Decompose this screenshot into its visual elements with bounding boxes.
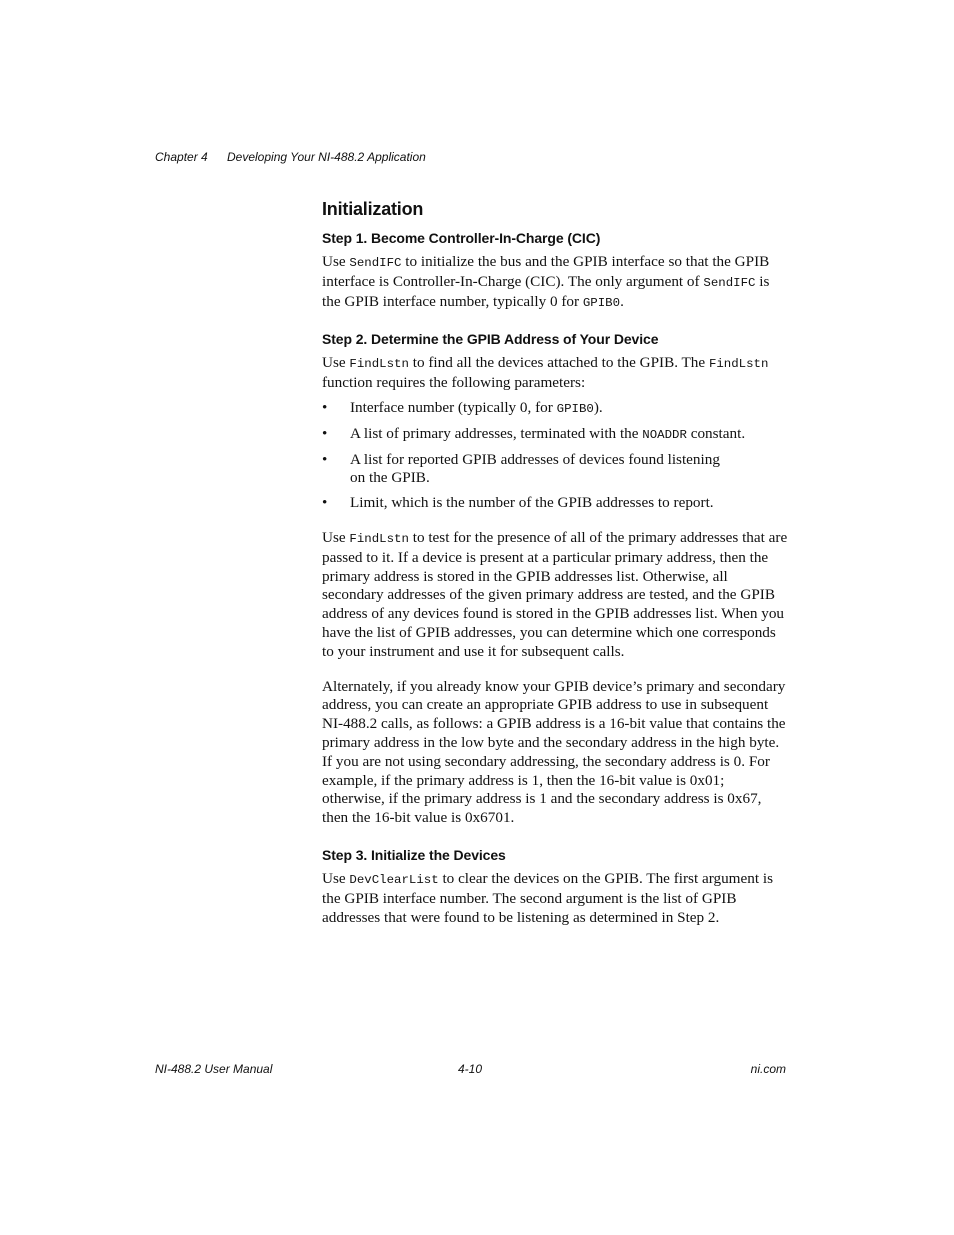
findlstn-text-1: Use xyxy=(322,528,350,546)
code-findlstn: FindLstn xyxy=(349,531,409,546)
list-item-text: on the GPIB. xyxy=(350,469,430,487)
code-sendifc: SendIFC xyxy=(703,275,756,290)
list-item-text: constant. xyxy=(686,424,746,442)
bullet-icon: • xyxy=(322,424,328,442)
step1-text-1: Use xyxy=(322,253,350,270)
findlstn-paragraph xyxy=(322,529,788,662)
code-devclearlist: DevClearList xyxy=(349,872,439,887)
list-item-text: Interface number (typically 0, for xyxy=(350,398,557,416)
code-findlstn: FindLstn xyxy=(349,357,409,372)
step2-intro-text-3: function requires the following parameters: xyxy=(322,374,586,392)
list-item xyxy=(322,425,788,445)
footer-manual-title: NI-488.2 User Manual xyxy=(155,1062,273,1076)
step1-text-2: to initialize the bus and the GPIB interface so that the GPIB interface is Controller-In-Charge (CIC). The only argument of xyxy=(322,253,770,290)
step2-heading: Step 2. Determine the GPIB Address of Your Device xyxy=(322,331,659,348)
footer-website: ni.com xyxy=(750,1062,786,1076)
step2-intro-text-2: to find all the devices attached to the GPIB. The xyxy=(408,354,709,372)
step1-text-4: . xyxy=(620,292,624,310)
step1-heading: Step 1. Become Controller-In-Charge (CIC) xyxy=(322,230,601,246)
step3-text-1: Use xyxy=(322,869,350,887)
step3-paragraph xyxy=(322,870,788,927)
list-item-text: Limit, which is the number of the GPIB addresses to report. xyxy=(350,494,714,512)
list-item xyxy=(322,399,788,419)
chapter-title: Developing Your NI-488.2 Application xyxy=(227,150,426,164)
list-item xyxy=(322,494,788,513)
code-findlstn: FindLstn xyxy=(708,357,769,372)
address-paragraph: Alternately, if you already know your GPIB device’s primary and secondary address, you can create an appropriate GPIB address to use in subsequent NI-488.2 calls, as follows: a GPIB address is a 16-bit value that contains the primary address in the low byte and the secondary address in the high byte. If you are not using secondary addressing, the secondary address is 0. For example, if the primary address is 1, then the 16-bit value is 0x01; otherwise, if the primary address is 1 and the secondary address is 0x67, then the 16-bit value is 0x6701. xyxy=(322,677,786,827)
footer-page-number: 4-10 xyxy=(458,1062,483,1076)
step2-intro xyxy=(322,354,788,393)
page-content xyxy=(322,198,788,927)
code-gpib0: GPIB0 xyxy=(582,295,621,310)
step1-text-3: is the GPIB interface number, typically 0 for xyxy=(322,272,770,310)
section-title: Initialization xyxy=(322,199,424,219)
code-gpib0: GPIB0 xyxy=(556,401,594,416)
chapter-label: Chapter 4 xyxy=(155,150,208,164)
list-item-text: A list for reported GPIB addresses of devices found listening xyxy=(350,450,720,468)
bullet-icon: • xyxy=(322,398,328,416)
step2-intro-text-1: Use xyxy=(322,354,350,372)
bullet-icon: • xyxy=(322,450,328,468)
step3-text-2: to clear the devices on the GPIB. The first argument is the GPIB interface number. The second argument is the list of GPIB addresses that were found to be listening as determined in Step 2. xyxy=(322,869,773,926)
bullet-icon: • xyxy=(322,494,328,512)
step1-paragraph xyxy=(322,253,788,312)
parameter-list xyxy=(322,399,788,513)
step3-heading: Step 3. Initialize the Devices xyxy=(322,846,506,863)
running-header xyxy=(155,150,426,164)
findlstn-text-2: to test for the presence of all of the primary addresses that are passed to it. If a device is present at a particular primary address, then the primary address is stored in the GPIB addresses list. Otherwise, all secondary addresses of the given primary address are tested, and the GPIB address of any devices found is stored in the GPIB addresses list. When you have the list of GPIB addresses, you can determine which one corresponds to your instrument and use it for subsequent calls. xyxy=(322,528,788,660)
code-noaddr: NOADDR xyxy=(642,427,687,442)
list-item xyxy=(322,451,788,489)
list-item-text: A list of primary addresses, terminated with the xyxy=(350,424,643,442)
list-item-text: ). xyxy=(593,398,603,416)
code-sendifc: SendIFC xyxy=(349,256,402,270)
